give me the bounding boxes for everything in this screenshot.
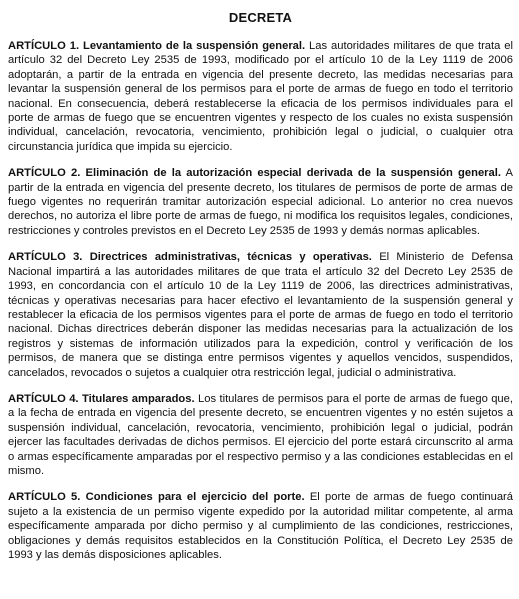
decree-title: DECRETA — [228, 10, 293, 25]
article-5-heading: ARTÍCULO 5. Condiciones para el ejercicio del porte. — [8, 491, 305, 504]
article-3 — [8, 250, 513, 380]
article-4-heading: ARTÍCULO 4. Titulares amparados. — [8, 392, 195, 405]
article-4 — [8, 392, 513, 478]
article-5 — [8, 490, 513, 562]
article-4-body: Los titulares de permisos para el porte de armas de fuego que, a la fecha de entrada en vigencia del presente decreto, se encuentren vigentes y no estén sujetos a suspensión individual, cancelación, revocatoria, vencimiento, prohibición legal o judicial, podrán ejercer las facultades derivadas de dichos permisos. El ejercicio del porte estará circunscrito al arma o armas específicamente amparadas por el respectivo permiso y a las condiciones establecidas en el mismo. — [8, 392, 513, 477]
article-2-body: A partir de la entrada en vigencia del presente decreto, los titulares de permisos de porte de armas de fuego vigentes no requerirán tramitar autorización especial adicional. Lo anterior no crea nuevos derechos, no autoriza el libre porte de armas de fuego, ni modifica los requisitos legales, condiciones, restricciones y controles previstos en el Decreto Ley 2535 de 1993 y demás normas aplicables. — [8, 167, 514, 237]
article-2-heading: ARTÍCULO 2. Eliminación de la autorización especial derivada de la suspensión general. — [8, 167, 501, 180]
article-5-body: El porte de armas de fuego continuará sujeto a la existencia de un permiso vigente expedido por la autoridad militar competente, al arma específicamente amparada por dicho permiso y al cumplimiento de las condiciones, restricciones, obligaciones y demás requisitos establecidos en la Constitución Política, el Decreto Ley 2535 de 1993 y las demás disposiciones aplicables. — [8, 491, 513, 561]
article-2 — [8, 166, 513, 238]
article-3-body: El Ministerio de Defensa Nacional impartirá a las autoridades militares de que trata el artículo 32 del Decreto Ley 2535 de 1993, en concordancia con el artículo 10 de la Ley 1119 de 2006, las directrices administrativas, técnicas y operativas necesarias para hacer efectivo el levantamiento de la suspensión general y restablecer la eficacia de los permisos vigentes para el porte de armas de fuego en todo el territorio nacional. Dichas directrices deberán disponer las medidas necesarias para la actualización de los registros y sistemas de información utilizados para la expedición, control y verificación de los permisos, de manera que se distinga entre permisos vigentes y aquellos vencidos, suspendidos, cancelados, revocados o sujetos a cualquier otra restricción legal, judicial o administrativa. — [8, 251, 513, 379]
article-1 — [8, 39, 513, 154]
article-1-body: Las autoridades militares de que trata el artículo 32 del Decreto Ley 2535 de 1993, modificado por el artículo 10 de la Ley 1119 de 2006 adoptarán, a partir de la entrada en vigencia del presente decreto, las medidas necesarias para levantar la suspensión general de los permisos para el porte de armas de fuego en todo el territorio nacional. En consecuencia, deberá restablecerse la eficacia de los permisos individuales para el porte de armas de fuego que se encuentren vigentes y respecto de los cuales no exista suspensión individual, cancelación, revocatoria, vencimiento, prohibición legal o judicial, o cualquier otra circunstancia jurídica que impida su ejercicio. — [8, 40, 513, 153]
article-3-heading: ARTÍCULO 3. Directrices administrativas, técnicas y operativas. — [8, 251, 372, 264]
article-1-heading: ARTÍCULO 1. Levantamiento de la suspensión general. — [8, 40, 306, 52]
